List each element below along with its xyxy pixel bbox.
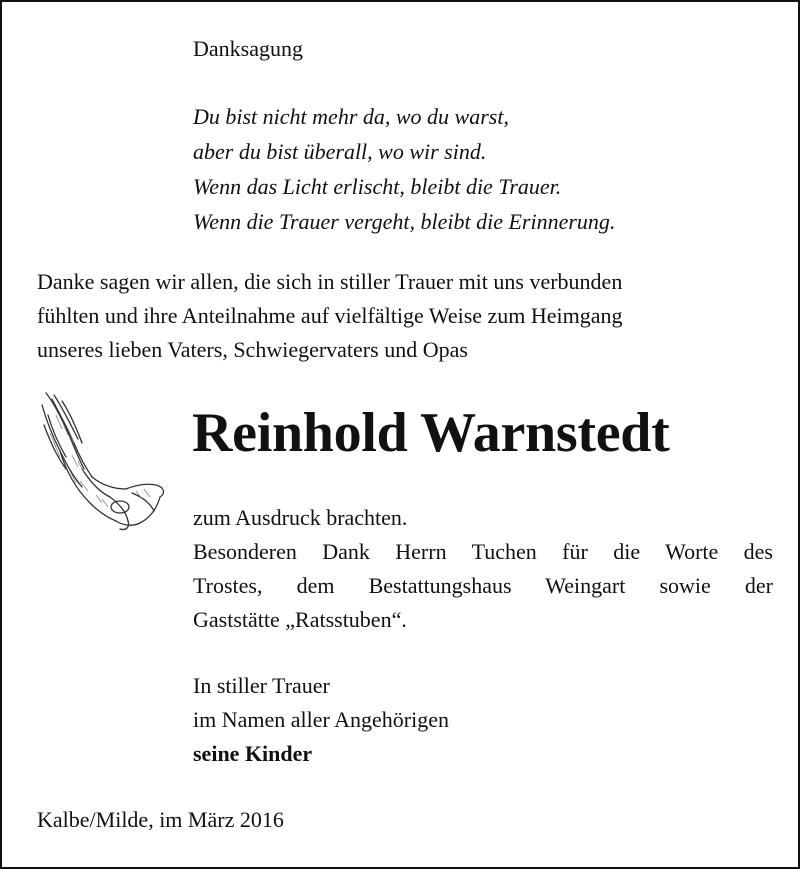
details-line: Besonderen Dank Herrn Tuchen für die Worte des: [193, 539, 773, 564]
deceased-name: Reinhold Warnstedt: [192, 402, 670, 464]
details-line: Trostes, dem Bestattungshaus Weingart sowie der: [193, 573, 773, 598]
signoff-line: im Namen aller Angehörigen: [193, 707, 449, 732]
signoff-line: In stiller Trauer: [193, 673, 330, 698]
place-date: Kalbe/Milde, im März 2016: [37, 807, 284, 832]
details-line: zum Ausdruck brachten.: [193, 505, 408, 530]
signoff: [193, 669, 449, 771]
details-paragraph: [193, 501, 773, 637]
thanks-paragraph: [37, 265, 772, 367]
details-line: Gaststätte „Ratsstuben“.: [193, 607, 407, 632]
thanks-line: fühlten und ihre Anteilnahme auf vielfältige Weise zum Heimgang: [37, 303, 623, 328]
poem-line: Wenn die Trauer vergeht, bleibt die Erinnerung.: [193, 209, 616, 234]
poem: [193, 99, 615, 239]
signature: seine Kinder: [193, 741, 313, 766]
heading: Danksagung: [193, 36, 303, 61]
poem-line: Du bist nicht mehr da, wo du warst,: [193, 104, 509, 129]
thanks-line: unseres lieben Vaters, Schwiegervaters und Opas: [37, 337, 468, 362]
praying-hands-icon: [32, 385, 182, 535]
thanks-line: Danke sagen wir allen, die sich in stiller Trauer mit uns verbunden: [37, 269, 623, 294]
poem-line: aber du bist überall, wo wir sind.: [193, 139, 487, 164]
poem-line: Wenn das Licht erlischt, bleibt die Trauer.: [193, 174, 562, 199]
